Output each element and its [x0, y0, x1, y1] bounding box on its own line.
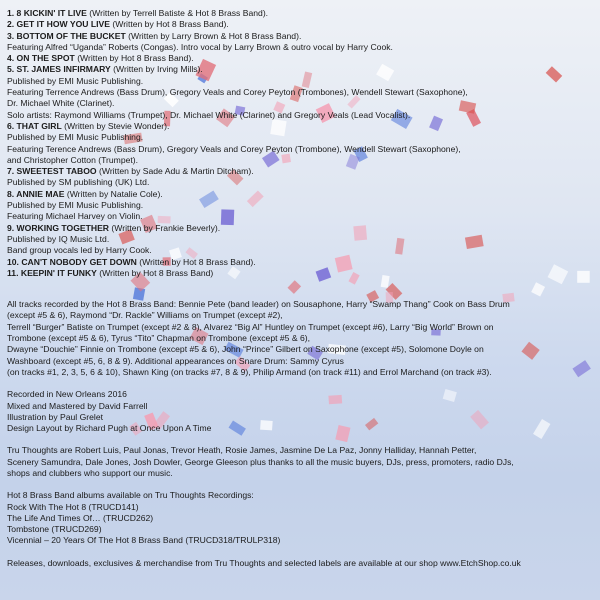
- personnel-line: Dwayne “Douchie” Finnie on Trombone (except #5 & 6), John “Prince” Gilbert on Saxophone (except #5), Solomone Doyle on: [7, 344, 484, 355]
- track-note: and Christopher Cotton (Trumpet).: [7, 154, 139, 165]
- track-credit: (Written by Sade Adu & Martin Ditcham).: [96, 166, 254, 177]
- track-credit: (Written by Frankie Beverly).: [109, 222, 221, 233]
- production-line: Illustration by Paul Grelet: [7, 411, 104, 422]
- personnel-line: Terrell “Burger” Batiste on Trumpet (except #2 & 8), Alvarez “Big Al” Huntley on Trumpet (except #6), Larry “Big World” Brown on: [7, 321, 494, 332]
- discography-line: Tombstone (TRUCD269): [7, 524, 102, 535]
- track-entry: [7, 121, 593, 132]
- personnel-line: Washboard (except #5, 6, 8 & 9). Additional appearances on Snare Drum: Sammy Cyrus: [7, 355, 344, 366]
- track-title: 4. ON THE SPOT: [7, 53, 75, 64]
- track-note: Featuring Michael Harvey on Violin.: [7, 211, 143, 222]
- track-note: Published by EMI Music Publishing.: [7, 75, 144, 86]
- personnel-line: Trombone (except #5 & 6), Tyrus “Tito” Chapman on Trombone (except #5 & 6),: [7, 333, 310, 344]
- track-note: Featuring Alfred “Uganda” Roberts (Congas). Intro vocal by Larry Brown & outro vocal by Harry Cook.: [7, 41, 393, 52]
- track-credit: (Written by Hot 8 Brass Band).: [109, 19, 229, 30]
- track-note: Solo artists: Raymond Williams (Trumpet), Dr. Michael White (Clarinet) and Gregory Veals (Lead Vocalist).: [7, 109, 411, 120]
- track-entry: [7, 31, 593, 42]
- personnel-line: All tracks recorded by the Hot 8 Brass Band: Bennie Pete (band leader) on Sousaphone, Harry “Swamp Thang” Cook on Bass Drum: [7, 299, 510, 310]
- production-line: Recorded in New Orleans 2016: [7, 389, 127, 400]
- thanks-line: shops and clubbers who support our music.: [7, 467, 173, 478]
- track-title: 10. CAN'T NOBODY GET DOWN: [7, 256, 137, 267]
- track-title: 3. BOTTOM OF THE BUCKET: [7, 30, 126, 41]
- track-credit: (Written by Stevie Wonder).: [61, 120, 170, 131]
- track-title: 11. KEEPIN' IT FUNKY: [7, 267, 97, 278]
- track-credit: (Written by Hot 8 Brass Band).: [136, 256, 256, 267]
- track-entry: [7, 223, 593, 234]
- production-credits: [7, 389, 593, 434]
- track-note: Published by SM publishing (UK) Ltd.: [7, 177, 150, 188]
- track-title: 5. ST. JAMES INFIRMARY: [7, 64, 111, 75]
- track-entry: [7, 19, 593, 30]
- track-title: 2. GET IT HOW YOU LIVE: [7, 19, 110, 30]
- thanks-section: [7, 445, 593, 479]
- discography-line: Vicennial – 20 Years Of The Hot 8 Brass Band (TRUCD318/TRULP318): [7, 535, 281, 546]
- track-note: Published by EMI Music Publishing.: [7, 200, 144, 211]
- track-credit: (Written by Hot 8 Brass Band).: [74, 53, 194, 64]
- discography-line: Rock With The Hot 8 (TRUCD141): [7, 501, 139, 512]
- track-entry: [7, 166, 593, 177]
- track-credit: (Written by Irving Mills).: [110, 64, 203, 75]
- personnel-line: (on tracks #1, 2, 3, 5, 6 & 10), Shawn King (on tracks #7, 8 & 9), Philip Armand (on track #11) and Errol Marchand (on track #3).: [7, 366, 492, 377]
- track-note: Band group vocals led by Harry Cook.: [7, 245, 152, 256]
- tracklist: [7, 8, 593, 279]
- track-entry: [7, 257, 593, 268]
- track-title: 9. WORKING TOGETHER: [7, 222, 110, 233]
- track-credit: (Written by Terrell Batiste & Hot 8 Brass Band).: [86, 8, 269, 18]
- production-line: Design Layout by Richard Pugh at Once Upon A Time: [7, 423, 212, 434]
- shop-line: Releases, downloads, exclusives & merchandise from Tru Thoughts and selected labels are available at our shop www.EtchShop.co.uk: [7, 557, 521, 568]
- track-title: 6. THAT GIRL: [7, 120, 62, 131]
- track-title: 7. SWEETEST TABOO: [7, 166, 97, 177]
- track-note: Published by EMI Music Publishing.: [7, 132, 144, 143]
- thanks-line: Tru Thoughts are Robert Luis, Paul Jonas, Trevor Heath, Rosie James, Jasmine De La Paz, Jonny Halliday, Hannah Petter,: [7, 445, 477, 456]
- production-line: Mixed and Mastered by David Farrell: [7, 400, 148, 411]
- track-entry: [7, 53, 593, 64]
- track-entry: [7, 268, 593, 279]
- thanks-line: Scenery Samundra, Dale Jones, Josh Dowler, George Gleeson plus thanks to all the music buyers, DJs, press, promoters, radio DJs,: [7, 456, 514, 467]
- track-note: Published by IQ Music Ltd.: [7, 233, 110, 244]
- track-note: Dr. Michael White (Clarinet).: [7, 98, 115, 109]
- liner-notes: [7, 8, 593, 569]
- track-credit: (Written by Hot 8 Brass Band): [96, 267, 214, 278]
- track-entry: [7, 189, 593, 200]
- track-title: 8. ANNIE MAE: [7, 188, 65, 199]
- discography-line: Hot 8 Brass Band albums available on Tru Thoughts Recordings:: [7, 490, 254, 501]
- track-title: 1. 8 KICKIN' IT LIVE: [7, 8, 87, 18]
- personnel-section: [7, 299, 593, 378]
- track-credit: (Written by Larry Brown & Hot 8 Brass Band).: [125, 30, 302, 41]
- track-note: Featuring Terrence Andrews (Bass Drum), Gregory Veals and Corey Peyton (Trombones), Wendell Stewart (Saxophone),: [7, 87, 468, 98]
- track-note: Featuring Terence Andrews (Bass Drum), Gregory Veals and Corey Peyton (Trombone), Wendell Stewart (Saxophone),: [7, 143, 461, 154]
- track-entry: [7, 8, 593, 19]
- discography-line: The Life And Times Of… (TRUCD262): [7, 512, 154, 523]
- personnel-line: (except #5 & 6), Raymond “Dr. Rackle” Williams on Trumpet (except #2),: [7, 310, 283, 321]
- track-credit: (Written by Natalie Cole).: [64, 188, 163, 199]
- discography-section: [7, 490, 593, 546]
- track-entry: [7, 64, 593, 75]
